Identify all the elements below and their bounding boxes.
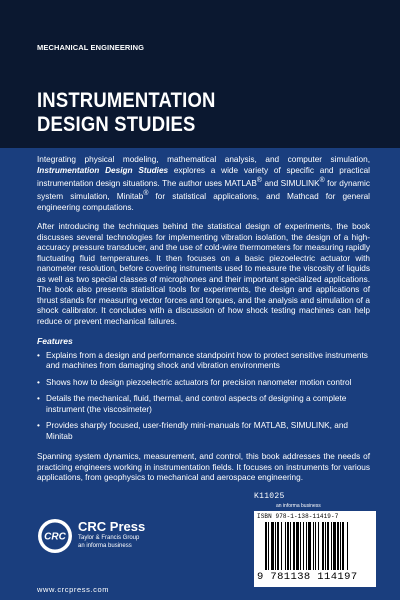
barcode-block — [254, 492, 376, 587]
feature-text: Explains from a design and performance standpoint how to protect sensitive instruments and machines from damaging shock and vibration environments — [46, 350, 368, 370]
publisher-logo — [37, 510, 187, 560]
publisher-informa: an informa business — [78, 543, 132, 549]
intro-paragraph — [37, 155, 370, 213]
closing-paragraph: Spanning system dynamics, measurement, and control, this book addresses the needs of practicing engineers working in instrumentation fields. It focuses on instruments for various applications, from geophysics to mechanical and aerospace engineering. — [37, 452, 370, 482]
informa-tagline: an informa business — [276, 503, 321, 509]
isbn-text: ISBN 978-1-138-11419-7 — [257, 513, 339, 520]
description-text — [37, 155, 370, 493]
intro-text-c: for dynamic system simulation, Minitab — [37, 178, 370, 201]
bullet-icon: • — [37, 421, 40, 430]
intro-text-b: and SIMULINK — [261, 178, 320, 188]
feature-text: Details the mechanical, fluid, thermal, and control aspects of designing a complete instrument (the viscosimeter) — [46, 394, 347, 414]
feature-item — [37, 378, 370, 389]
barcode-icon — [265, 522, 367, 570]
crc-logo-icon — [37, 518, 73, 554]
book-title — [37, 89, 216, 137]
feature-item — [37, 421, 370, 442]
registered-mark: ® — [143, 190, 149, 198]
bullet-icon: • — [37, 394, 40, 403]
features-heading: Features — [37, 336, 73, 346]
bullet-icon: • — [37, 377, 40, 387]
feature-text: Shows how to design piezoelectric actuators for precision nanometer motion control — [46, 377, 352, 387]
intro-text-a: explores a wide variety of specific and practical instrumentation design situations. The author uses MATLAB — [37, 165, 370, 188]
publisher-name: CRC Press — [78, 519, 146, 534]
summary-paragraph: After introducing the techniques behind the statistical design of experiments, the book discusses several technologies for implementing vibration isolation, the design of a high-accuracy pressure transducer, and the use of cold-wire thermometers for measuring rapidly fluctuating fluid temperatures. It then focuses on a basic piezoelectric actuator with nanometer resolution, before covering instruments used to measure the viscosity of liquids as well as two special classes of microphones and their important specialized applications. The book also presents statistical tools for experiments, the design and applications of thrust stands for measuring vector forces and torques, and the analysis and simulation of a shock calibrator. It concludes with a discussion of how shock testing machines can help reduce or prevent mechanical failures. — [37, 222, 370, 326]
feature-item — [37, 394, 370, 415]
catalog-code: K11025 — [254, 492, 285, 501]
title-line-2: DESIGN STUDIES — [37, 113, 196, 136]
features-list — [37, 351, 370, 443]
registered-mark: ® — [319, 177, 325, 184]
category-label: MECHANICAL ENGINEERING — [37, 43, 145, 52]
intro-text-d: for statistical applications, and Mathcad for general engineering computations. — [37, 192, 370, 212]
publisher-url: www.crcpress.com — [37, 585, 110, 594]
publisher-group: Taylor & Francis Group — [78, 535, 140, 541]
header-band — [0, 0, 400, 148]
intro-text: Integrating physical modeling, mathematical analysis, and computer simulation, — [37, 155, 370, 164]
barcode-digits: 9 781138 114197 — [257, 571, 358, 583]
registered-mark: ® — [256, 177, 262, 184]
barcode-panel — [254, 511, 376, 587]
bullet-icon: • — [37, 350, 40, 360]
inline-book-title: Instrumentation Design Studies — [37, 165, 169, 175]
feature-item — [37, 351, 370, 372]
title-line-1: INSTRUMENTATION — [37, 89, 216, 112]
feature-text: Provides sharply focused, user-friendly mini-manuals for MATLAB, SIMULINK, and Minitab — [46, 421, 349, 441]
logo-text: CRC — [44, 531, 66, 543]
